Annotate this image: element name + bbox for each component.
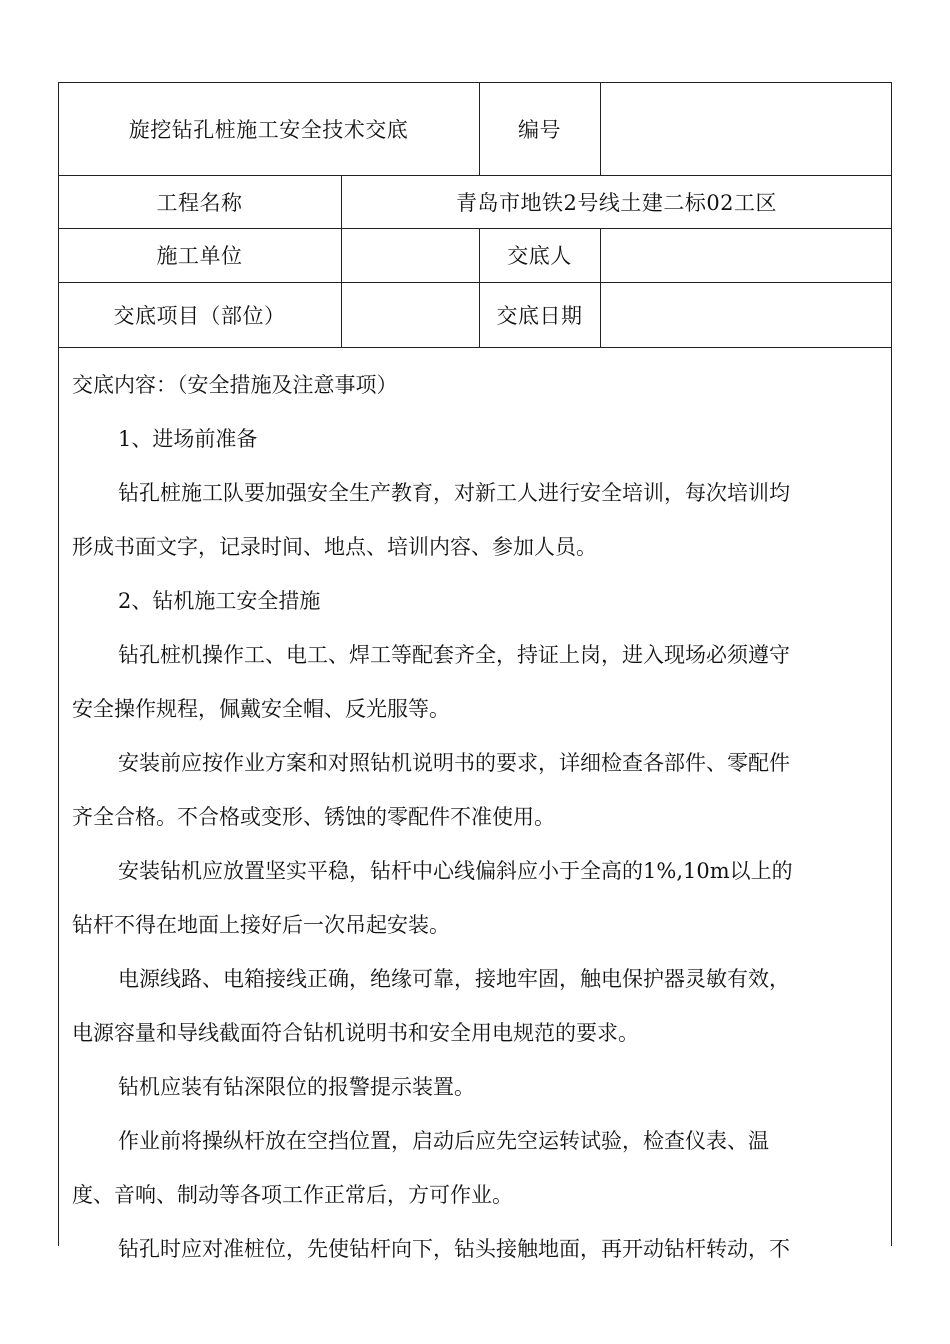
content-line: 1、进场前准备	[118, 427, 258, 451]
item-label: 交底项目（部位）	[113, 303, 286, 328]
construction-unit-value	[341, 228, 479, 282]
presenter-value	[600, 228, 892, 282]
content-line: 度、音响、制动等各项工作正常后，方可作业。	[72, 1183, 513, 1207]
content-line: 安装前应按作业方案和对照钻机说明书的要求，详细检查各部件、零配件	[118, 751, 790, 775]
number-label: 编号	[518, 117, 561, 142]
document-title: 旋挖钻孔桩施工安全技术交底	[128, 117, 409, 142]
content-line: 电源线路、电箱接线正确，绝缘可靠，接地牢固，触电保护器灵敏有效，	[118, 967, 790, 991]
content-heading: 交底内容：（安全措施及注意事项）	[72, 373, 398, 397]
content-lines	[72, 412, 882, 1276]
presenter-label: 交底人	[507, 244, 572, 268]
content-line: 安装钻机应放置坚实平稳，钻杆中心线偏斜应小于全高的1%,10m以上的	[118, 859, 793, 883]
content-line: 齐全合格。不合格或变形、锈蚀的零配件不准使用。	[72, 805, 555, 829]
content-line: 2、钻机施工安全措施	[118, 589, 321, 613]
content-line: 钻杆不得在地面上接好后一次吊起安装。	[72, 913, 450, 937]
content-line: 钻孔时应对准桩位，先使钻杆向下，钻头接触地面，再开动钻杆转动，不	[118, 1237, 790, 1261]
content-line: 钻孔桩施工队要加强安全生产教育，对新工人进行安全培训，每次培训均	[118, 481, 790, 505]
row-divider	[58, 347, 892, 348]
content-section	[72, 358, 882, 1276]
content-line: 形成书面文字，记录时间、地点、培训内容、参加人员。	[72, 535, 597, 559]
project-name-label: 工程名称	[156, 190, 243, 215]
project-name-value: 青岛市地铁2号线土建二标02工区	[455, 190, 778, 215]
date-label: 交底日期	[496, 303, 583, 328]
content-line: 钻机应装有钻深限位的报警提示装置。	[118, 1075, 475, 1099]
date-value	[600, 282, 892, 347]
content-line: 电源容量和导线截面符合钻机说明书和安全用电规范的要求。	[72, 1021, 639, 1045]
construction-unit-label: 施工单位	[156, 244, 243, 268]
number-value	[600, 82, 892, 175]
content-line: 钻孔桩机操作工、电工、焊工等配套齐全，持证上岗，进入现场必须遵守	[118, 643, 790, 667]
content-line: 安全操作规程，佩戴安全帽、反光服等。	[72, 697, 450, 721]
item-value	[341, 282, 479, 347]
content-line: 作业前将操纵杆放在空挡位置，启动后应先空运转试验，检查仪表、温	[118, 1129, 769, 1153]
